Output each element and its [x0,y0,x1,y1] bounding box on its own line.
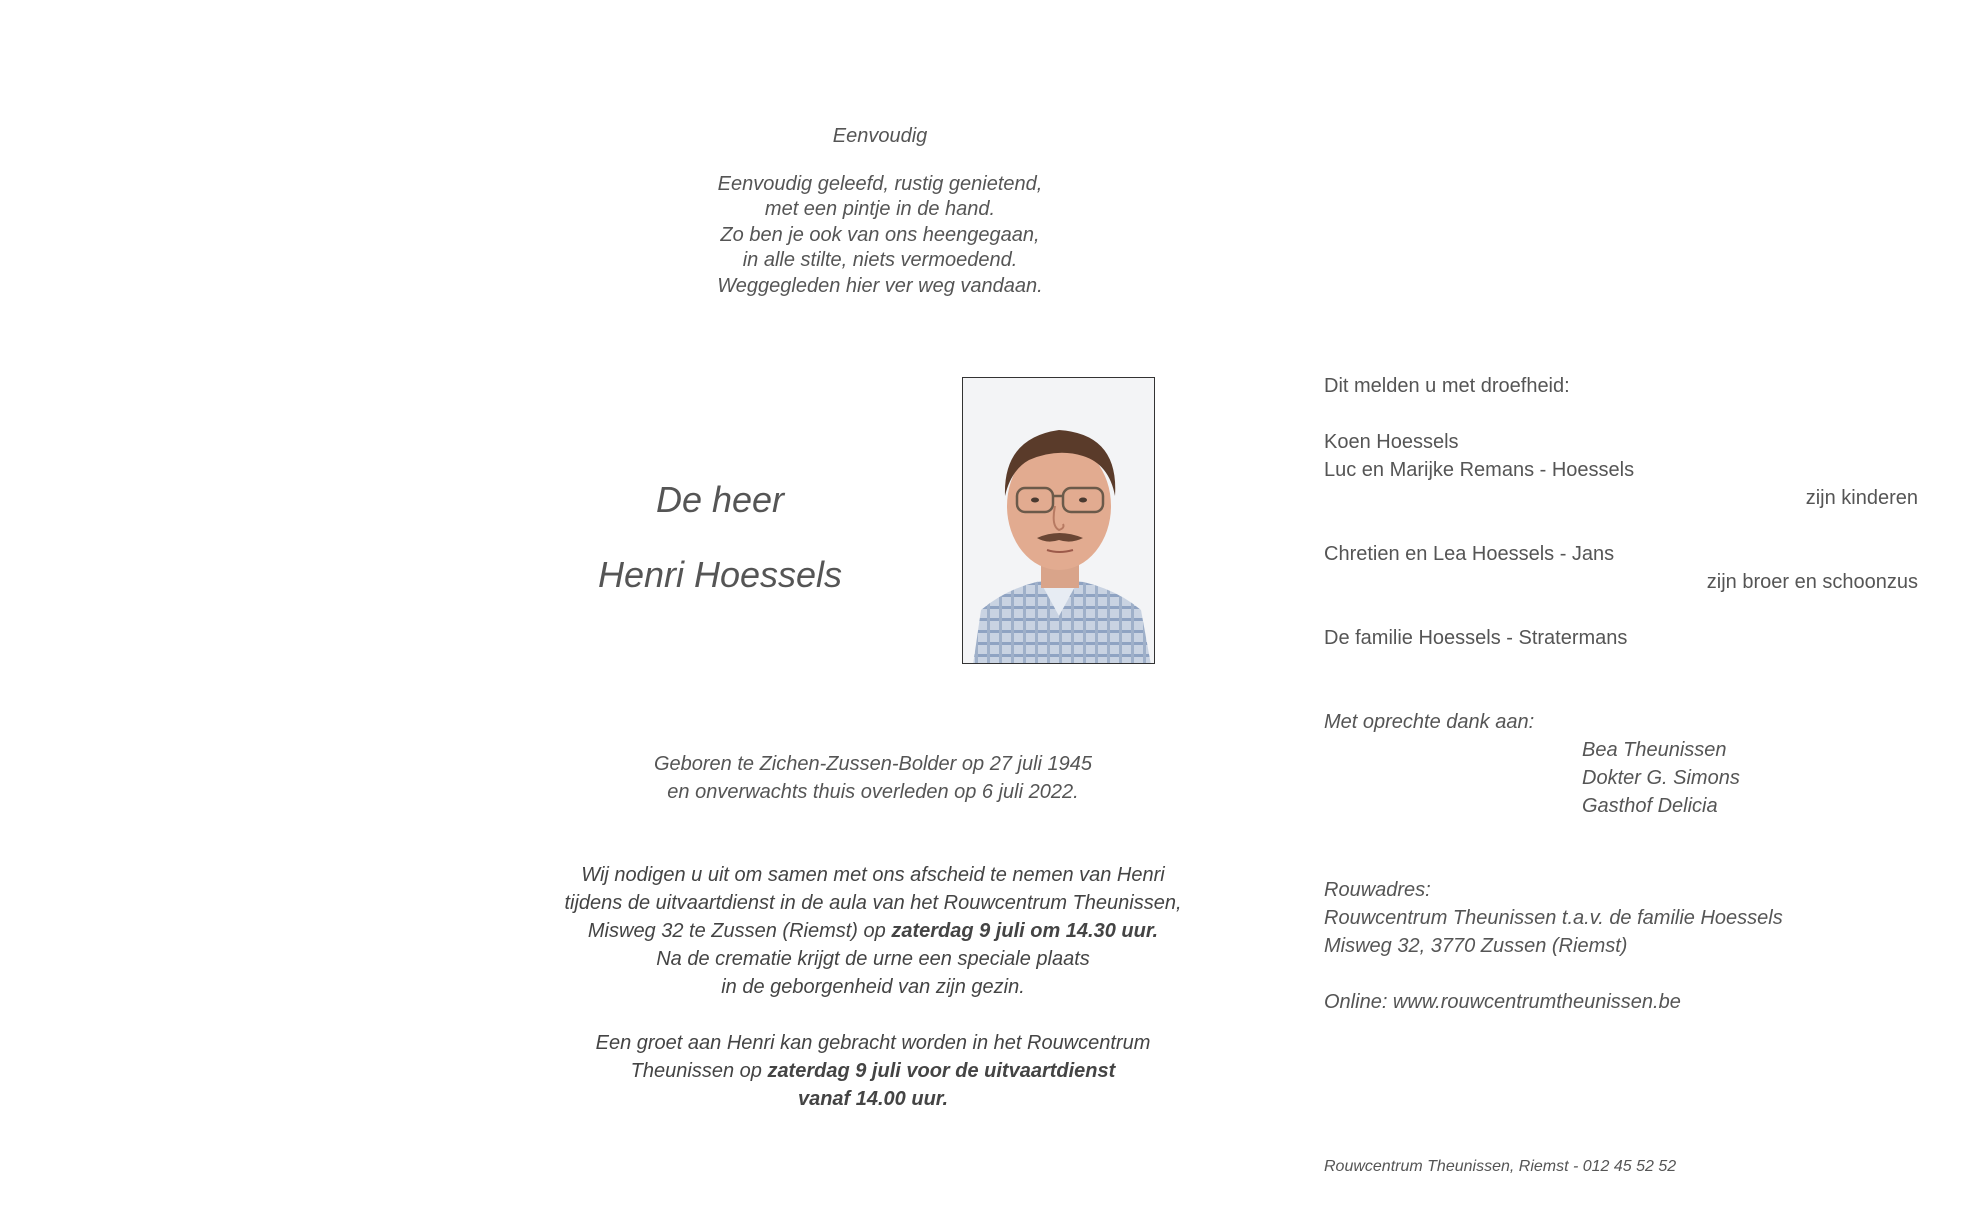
poem-line: in alle stilte, niets vermoedend. [742,249,1018,271]
thanks-label: Met oprechte dank aan: [1324,711,1535,733]
salutation: De heer [655,479,785,520]
poem [620,124,1140,299]
birth-line: Geboren te Zichen-Zussen-Bolder op 27 juli 1945 [653,753,1093,775]
spacer [1324,512,1918,540]
spacer [1324,652,1918,708]
deceased-title [560,462,880,612]
address-line: Misweg 32, 3770 Zussen (Riemst) [1324,935,1628,957]
visit-line: Een groet aan Henri kan gebracht worden in het Rouwcentrum [595,1032,1151,1054]
spacer [1324,596,1918,624]
deceased-name: Henri Hoessels [597,554,843,595]
family-column [1324,372,1918,1016]
thanks-item: Gasthof Delicia [1582,795,1718,817]
invite-line-text: Misweg 32 te Zussen (Riemst) op [587,920,892,942]
portrait-photo [962,377,1155,664]
footer-credit: Rouwcentrum Theunissen, Riemst - 012 45 52 52 [1324,1158,1677,1175]
family-intro: Dit melden u met droefheid: [1324,375,1570,397]
poem-line: Eenvoudig geleefd, rustig genietend, [717,172,1043,195]
invite-line [523,917,1223,945]
spacer [1324,960,1918,988]
spacer [1324,820,1918,876]
service-datetime: zaterdag 9 juli om 14.30 uur. [891,920,1159,942]
child-name: Koen Hoessels [1324,431,1459,453]
child-name: Luc en Marijke Remans - Hoessels [1324,459,1635,481]
invite-line: tijdens de uitvaartdienst in de aula van het Rouwcentrum Theunissen, [564,892,1182,914]
sibling-name: Chretien en Lea Hoessels - Jans [1324,543,1615,565]
visit-time: vanaf 14.00 uur. [797,1088,949,1110]
invite-line: Na de crematie krijgt de urne een speciale plaats [656,948,1090,970]
death-line: en onverwachts thuis overleden op 6 juli 2022. [667,781,1079,803]
funeral-invitation [523,861,1223,1113]
thanks-item: Dokter G. Simons [1582,767,1740,789]
spacer [523,1001,1223,1029]
visit-line [523,1057,1223,1085]
family-name: De familie Hoessels - Stratermans [1324,627,1628,649]
visit-line-text: Theunissen op [630,1060,768,1082]
poem-line: Weggegleden hier ver weg vandaan. [717,274,1043,297]
poem-line: Zo ben je ook van ons heengegaan, [720,223,1040,246]
visit-line [523,1085,1223,1113]
thanks-item: Bea Theunissen [1582,739,1727,761]
address-label: Rouwadres: [1324,879,1431,901]
spacer [1324,400,1918,428]
online-link[interactable]: Online: www.rouwcentrumtheunissen.be [1324,991,1681,1013]
poem-title: Eenvoudig [832,125,928,147]
address-line: Rouwcentrum Theunissen t.a.v. de familie Hoessels [1324,907,1783,929]
invite-line: Wij nodigen u uit om samen met ons afscheid te nemen van Henri [581,864,1165,886]
poem-line: met een pintje in de hand. [764,198,996,220]
relation-label: zijn kinderen [1805,487,1918,509]
invite-line: in de geborgenheid van zijn gezin. [721,976,1025,998]
life-dates [573,750,1173,806]
relation-label: zijn broer en schoonzus [1706,571,1918,593]
visit-date: zaterdag 9 juli voor de uitvaartdienst [767,1060,1116,1082]
